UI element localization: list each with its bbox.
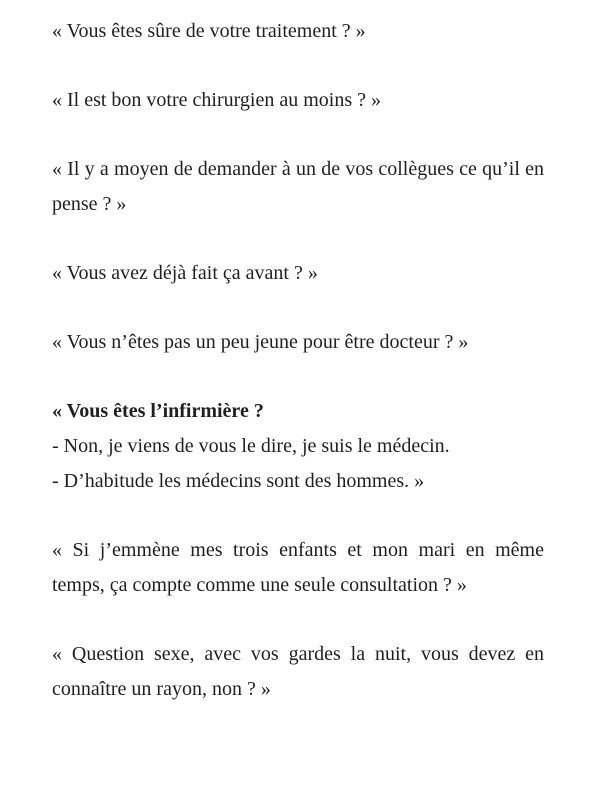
quote-paragraph: « Question sexe, avec vos gardes la nuit, vous devez en connaître un rayon, non ? » <box>52 643 544 700</box>
dialogue-paragraph <box>52 394 544 499</box>
dialogue-reply-line: - Non, je viens de vous le dire, je suis le médecin. <box>52 435 450 457</box>
quote-paragraph: « Si j’emmène mes trois enfants et mon mari en même temps, ça compte comme une seule consultation ? » <box>52 539 544 596</box>
quote-paragraph: « Il y a moyen de demander à un de vos collègues ce qu’il en pense ? » <box>52 158 544 215</box>
quote-paragraph: « Il est bon votre chirurgien au moins ? » <box>52 89 382 111</box>
dialogue-reply-line: - D’habitude les médecins sont des hommes. » <box>52 470 425 492</box>
quote-paragraph: « Vous n’êtes pas un peu jeune pour être docteur ? » <box>52 331 469 353</box>
document-page <box>52 14 544 741</box>
quote-paragraph: « Vous êtes sûre de votre traitement ? » <box>52 20 366 42</box>
dialogue-question-line: « Vous êtes l’infirmière ? <box>52 400 264 422</box>
quote-paragraph: « Vous avez déjà fait ça avant ? » <box>52 262 318 284</box>
